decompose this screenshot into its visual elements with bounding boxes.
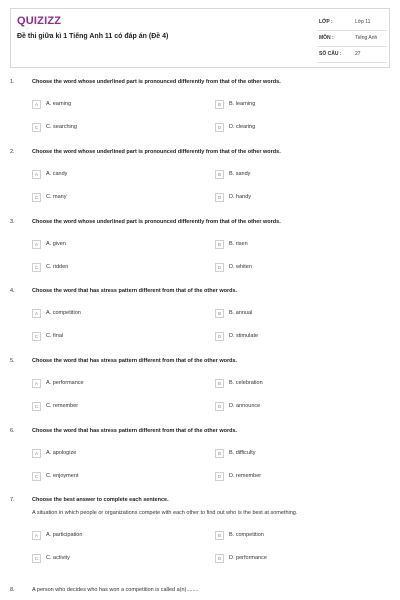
- option-text: B. sandy: [229, 171, 251, 177]
- question-header: [10, 76, 390, 88]
- question-header: [10, 146, 390, 158]
- option-text: A. candy: [46, 171, 68, 177]
- option-letter-box[interactable]: A: [32, 309, 41, 318]
- answer-option-c[interactable]: [32, 402, 182, 412]
- option-letter-box[interactable]: A: [32, 170, 41, 179]
- answer-options: [10, 162, 390, 206]
- option-letter-box[interactable]: A: [32, 379, 41, 388]
- option-text: A. apologize: [46, 450, 77, 456]
- question-number: 7.: [10, 497, 15, 503]
- answer-option-d[interactable]: [215, 554, 365, 564]
- question-prompt: Choose the word that has stress pattern different from that of the other words.: [32, 288, 238, 294]
- answer-option-a[interactable]: [32, 531, 182, 541]
- question-header: [10, 355, 390, 367]
- option-letter-box[interactable]: A: [32, 531, 41, 540]
- question-number: 5.: [10, 358, 15, 364]
- question-header: [10, 285, 390, 297]
- option-letter-box[interactable]: D: [215, 554, 224, 563]
- answer-option-b[interactable]: [215, 170, 365, 180]
- meta-table: [317, 15, 387, 63]
- question-4: [10, 285, 390, 345]
- option-letter-box[interactable]: D: [215, 193, 224, 202]
- question-header: [10, 494, 390, 506]
- option-letter-box[interactable]: C: [32, 332, 41, 341]
- question-number: 2.: [10, 149, 15, 155]
- question-prompt: Choose the word that has stress pattern different from that of the other words.: [32, 428, 238, 434]
- answer-option-a[interactable]: [32, 449, 182, 459]
- answer-option-c[interactable]: [32, 193, 182, 203]
- question-prompt: Choose the word that has stress pattern different from that of the other words.: [32, 358, 238, 364]
- meta-label: MÔN :: [319, 35, 334, 41]
- question-7: [10, 494, 390, 567]
- option-letter-box[interactable]: B: [215, 449, 224, 458]
- quiz-header: [10, 8, 390, 68]
- option-text: C. enjoyment: [46, 473, 79, 479]
- option-letter-box[interactable]: B: [215, 531, 224, 540]
- question-3: [10, 216, 390, 276]
- question-sentence: A situation in which people or organizations compete with each other to find out who is the best at something.: [32, 510, 298, 516]
- question-number: 6.: [10, 428, 15, 434]
- option-text: B. annual: [229, 310, 253, 316]
- meta-value: Tiếng Anh: [355, 35, 378, 41]
- question-2: [10, 146, 390, 206]
- question-header: [10, 216, 390, 228]
- option-text: D. remember: [229, 473, 262, 479]
- meta-row-count: [317, 47, 387, 63]
- answer-options: [10, 371, 390, 415]
- answer-option-b[interactable]: [215, 449, 365, 459]
- option-text: D. clearing: [229, 124, 256, 130]
- option-text: C. activity: [46, 555, 70, 561]
- option-text: D. handy: [229, 194, 252, 200]
- question-6: [10, 425, 390, 485]
- meta-value: 27: [355, 51, 361, 57]
- answer-option-b[interactable]: [215, 379, 365, 389]
- option-letter-box[interactable]: D: [215, 123, 224, 132]
- question-header: [10, 425, 390, 437]
- question-prompt: Choose the best answer to complete each sentence.: [32, 497, 169, 503]
- option-letter-box[interactable]: C: [32, 123, 41, 132]
- option-text: D. announce: [229, 403, 261, 409]
- meta-value: Lớp 11: [355, 19, 371, 25]
- option-letter-box[interactable]: A: [32, 100, 41, 109]
- meta-label: SỐ CÂU :: [319, 51, 342, 57]
- answer-option-c[interactable]: [32, 472, 182, 482]
- question-number: 1.: [10, 79, 15, 85]
- answer-option-d[interactable]: [215, 472, 365, 482]
- option-text: B. difficulty: [229, 450, 256, 456]
- option-letter-box[interactable]: A: [32, 449, 41, 458]
- answer-option-a[interactable]: [32, 379, 182, 389]
- option-text: C. ridden: [46, 264, 69, 270]
- question-1: [10, 76, 390, 136]
- question-number: 3.: [10, 219, 15, 225]
- option-letter-box[interactable]: C: [32, 193, 41, 202]
- option-text: C. many: [46, 194, 67, 200]
- answer-option-d[interactable]: [215, 123, 365, 133]
- option-text: D. stimulate: [229, 333, 259, 339]
- answer-option-a[interactable]: [32, 240, 182, 250]
- option-text: B. celebration: [229, 380, 263, 386]
- answer-options: [10, 441, 390, 485]
- option-letter-box[interactable]: A: [32, 240, 41, 249]
- answer-option-d[interactable]: [215, 332, 365, 342]
- answer-options: [10, 92, 390, 136]
- answer-option-b[interactable]: [215, 240, 365, 250]
- option-text: D. performance: [229, 555, 267, 561]
- option-text: A. earning: [46, 101, 72, 107]
- option-text: C. final: [46, 333, 64, 339]
- question-prompt: Choose the word whose underlined part is pronounced differently from that of the other words.: [32, 79, 281, 85]
- option-text: A. competition: [46, 310, 81, 316]
- document-title: Đề thi giữa kì 1 Tiếng Anh 11 có đáp án (Đề 4): [17, 33, 169, 40]
- answer-option-b[interactable]: [215, 309, 365, 319]
- option-letter-box[interactable]: B: [215, 309, 224, 318]
- option-text: A. given: [46, 241, 66, 247]
- question-8: [10, 584, 390, 596]
- meta-row-class: [317, 15, 387, 31]
- answer-option-a[interactable]: [32, 100, 182, 110]
- answer-option-c[interactable]: [32, 332, 182, 342]
- answer-options: [10, 232, 390, 276]
- answer-option-a[interactable]: [32, 309, 182, 319]
- meta-row-subject: [317, 31, 387, 47]
- option-letter-box[interactable]: B: [215, 170, 224, 179]
- option-text: B. risen: [229, 241, 248, 247]
- option-text: A. performance: [46, 380, 84, 386]
- option-letter-box[interactable]: C: [32, 402, 41, 411]
- question-sentence: A person who decides who has won a competition is called a(n)........: [32, 587, 199, 593]
- answer-option-c[interactable]: [32, 123, 182, 133]
- answer-option-c[interactable]: [32, 263, 182, 273]
- question-number: 8.: [10, 587, 15, 593]
- option-text: B. competition: [229, 532, 264, 538]
- answer-option-a[interactable]: [32, 170, 182, 180]
- question-number: 4.: [10, 288, 15, 294]
- question-prompt: Choose the word whose underlined part is pronounced differently from that of the other words.: [32, 149, 281, 155]
- option-text: B. learning: [229, 101, 256, 107]
- option-text: C. remember: [46, 403, 79, 409]
- option-text: C. searching: [46, 124, 77, 130]
- answer-option-b[interactable]: [215, 531, 365, 541]
- answer-option-b[interactable]: [215, 100, 365, 110]
- answer-option-d[interactable]: [215, 263, 365, 273]
- option-letter-box[interactable]: D: [215, 263, 224, 272]
- option-letter-box[interactable]: B: [215, 379, 224, 388]
- answer-options: [10, 301, 390, 345]
- option-letter-box[interactable]: B: [215, 240, 224, 249]
- option-text: D. whiten: [229, 264, 252, 270]
- option-letter-box[interactable]: C: [32, 472, 41, 481]
- quizizz-logo: QUIZIZZ: [17, 15, 62, 27]
- option-letter-box[interactable]: D: [215, 402, 224, 411]
- option-letter-box[interactable]: C: [32, 554, 41, 563]
- question-5: [10, 355, 390, 415]
- option-letter-box[interactable]: D: [215, 472, 224, 481]
- option-letter-box[interactable]: C: [32, 263, 41, 272]
- answer-option-c[interactable]: [32, 554, 182, 564]
- meta-label: LỚP :: [319, 19, 333, 25]
- option-letter-box[interactable]: B: [215, 100, 224, 109]
- answer-option-d[interactable]: [215, 193, 365, 203]
- option-letter-box[interactable]: D: [215, 332, 224, 341]
- answer-option-d[interactable]: [215, 402, 365, 412]
- option-text: A. participation: [46, 532, 83, 538]
- answer-options: [10, 523, 390, 567]
- question-prompt: Choose the word whose underlined part is pronounced differently from that of the other words.: [32, 219, 281, 225]
